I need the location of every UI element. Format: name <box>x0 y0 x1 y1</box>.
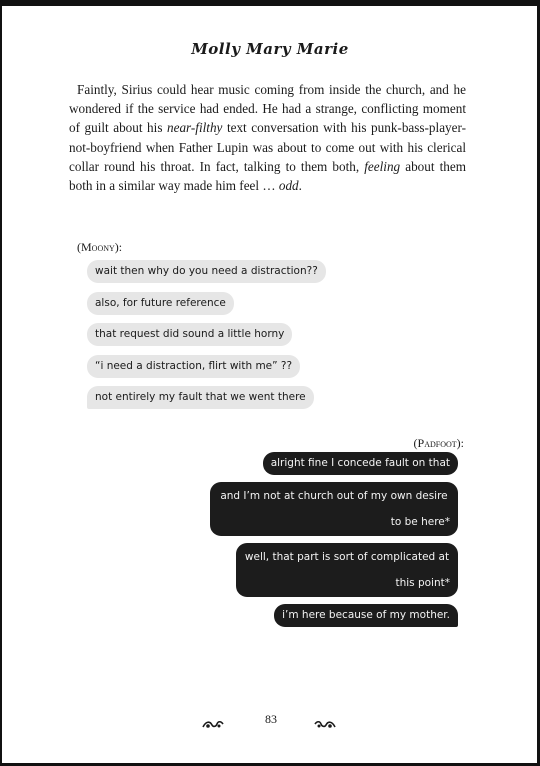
outgoing-message-text: well, that part is sort of complicated at <box>244 551 450 563</box>
incoming-message-list <box>87 259 387 417</box>
body-text-end: . <box>298 178 302 194</box>
body-paragraph <box>69 80 466 195</box>
body-text-intro: Faintly, Sirius could hear music coming from inside the church, and he wondered if the service had ended. He had a strange, conflicting moment of guilt about his <box>69 82 466 136</box>
page-footer <box>0 712 540 732</box>
outgoing-message <box>263 452 458 475</box>
body-emphasis-1: near-filthy <box>167 120 223 136</box>
body-emphasis-3: odd <box>278 178 299 194</box>
outgoing-message-list <box>198 452 458 634</box>
incoming-message: “i need a distraction, flirt with me” ?? <box>87 355 300 378</box>
outgoing-message <box>236 543 458 597</box>
speaker-label-moony: (Moony): <box>77 240 123 254</box>
incoming-message: also, for future reference <box>87 292 234 315</box>
body-text-middle-2: about them both in a similar way made him feel … <box>69 158 467 194</box>
incoming-message: wait then why do you need a distraction?? <box>87 260 326 283</box>
outgoing-message-text: to be here* <box>390 516 450 528</box>
flourish-ornament-icon <box>202 715 224 734</box>
outgoing-message <box>210 482 458 536</box>
speaker-label-padfoot: (Padfoot): <box>413 436 464 450</box>
running-header: Molly Mary Marie <box>191 40 349 58</box>
incoming-message: that request did sound a little horny <box>87 323 292 346</box>
outgoing-message-text: this point* <box>395 577 450 589</box>
page-number: 83 <box>265 712 277 726</box>
outgoing-message <box>274 604 458 627</box>
outgoing-message-text: i’m here because of my mother. <box>282 609 450 621</box>
incoming-message: not entirely my fault that we went there <box>87 386 314 409</box>
body-emphasis-2: feeling <box>364 158 401 174</box>
outgoing-message-text: and I’m not at church out of my own desire <box>220 490 448 502</box>
body-text-middle-1: text conversation with his punk-bass-player-not-boyfriend when Father Lupin was about to come out with his clerical collar round his throat. In fact, talking to them both, <box>69 120 467 174</box>
outgoing-message-text: alright fine I concede fault on that <box>270 457 450 469</box>
flourish-ornament-icon <box>314 715 336 734</box>
